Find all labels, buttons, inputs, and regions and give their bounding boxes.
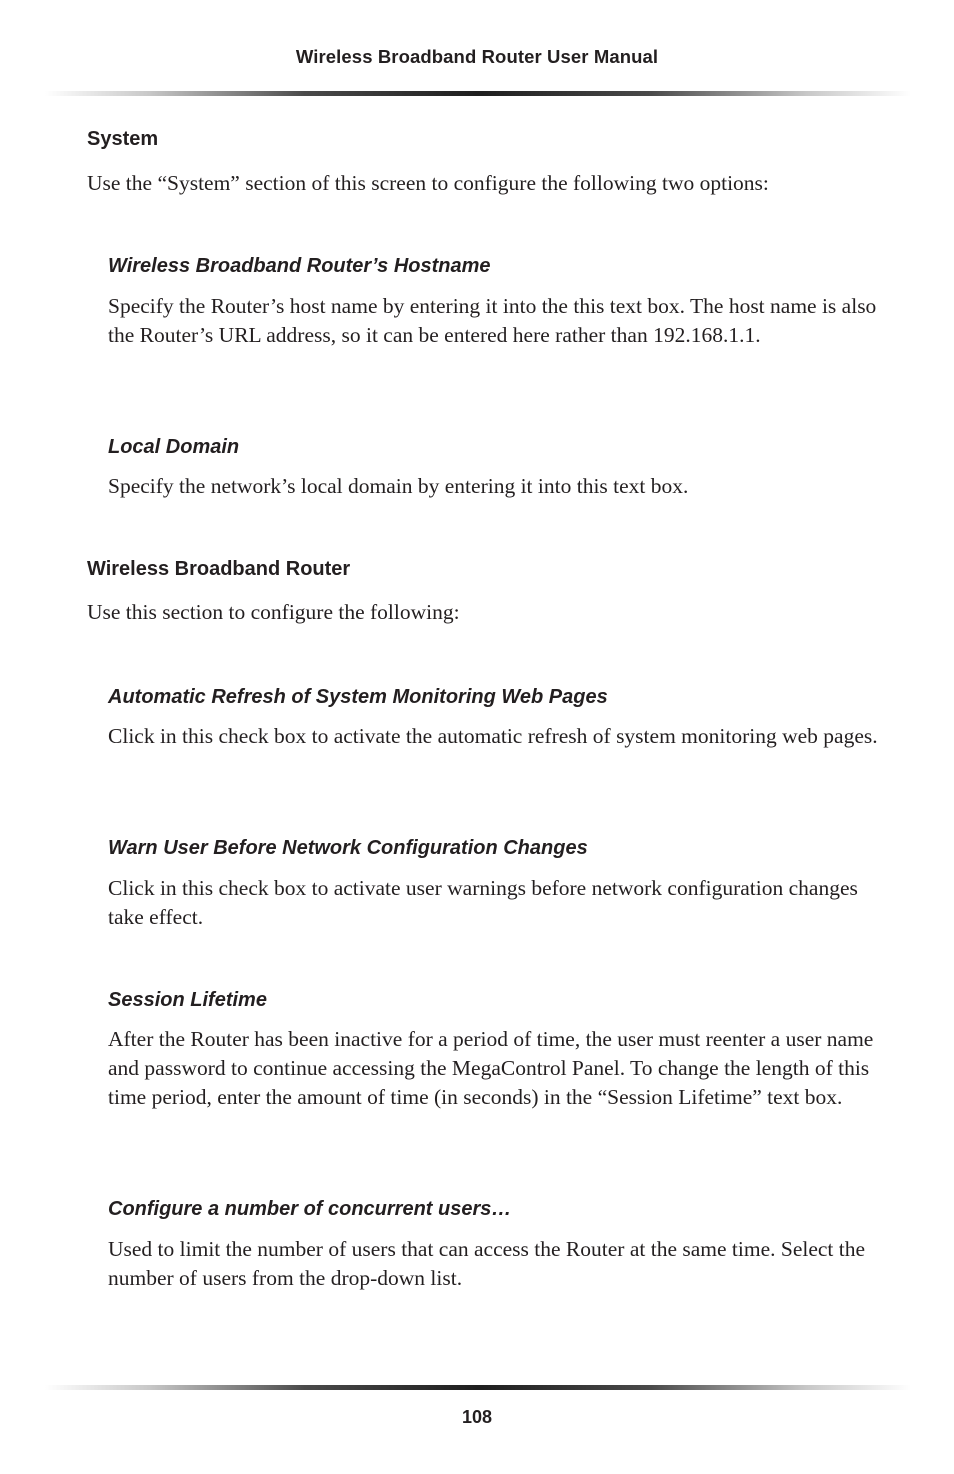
header-rule <box>45 91 911 96</box>
subheading-hostname: Wireless Broadband Router’s Hostname <box>108 255 491 277</box>
subheading-concurrent-users: Configure a number of concurrent users… <box>108 1198 512 1220</box>
page-number: 108 <box>461 1407 493 1427</box>
paragraph-local-domain: Specify the network’s local domain by entering it into this text box. <box>108 474 689 498</box>
section-heading-system: System <box>87 128 159 150</box>
section-intro-system: Use the “System” section of this screen to configure the following two options: <box>87 171 769 195</box>
section-heading-router: Wireless Broadband Router <box>87 558 351 580</box>
paragraph-session-lifetime: After the Router has been inactive for a period of time, the user must reenter a user name and password to continue accessing the MegaControl Panel. To change the length of this time period, enter the amount of time (in seconds) in the “Session Lifetime” text box. <box>108 1027 874 1109</box>
section-intro-router: Use this section to configure the following: <box>87 600 460 624</box>
footer-rule <box>45 1385 911 1390</box>
paragraph-warn-user: Click in this check box to activate user warnings before network configuration changes take effect. <box>108 876 858 929</box>
paragraph-hostname: Specify the Router’s host name by entering it into the this text box. The host name is also the Router’s URL address, so it can be entered here rather than 192.168.1.1. <box>108 294 877 347</box>
subheading-auto-refresh: Automatic Refresh of System Monitoring Web Pages <box>108 686 608 708</box>
subheading-local-domain: Local Domain <box>108 436 240 458</box>
paragraph-concurrent-users: Used to limit the number of users that can access the Router at the same time. Select the number of users from the drop-down list. <box>108 1237 866 1290</box>
paragraph-auto-refresh: Click in this check box to activate the automatic refresh of system monitoring web pages. <box>108 724 878 748</box>
subheading-warn-user: Warn User Before Network Configuration Changes <box>108 837 588 859</box>
subheading-session-lifetime: Session Lifetime <box>108 989 267 1011</box>
page-header-title: Wireless Broadband Router User Manual <box>295 46 659 67</box>
